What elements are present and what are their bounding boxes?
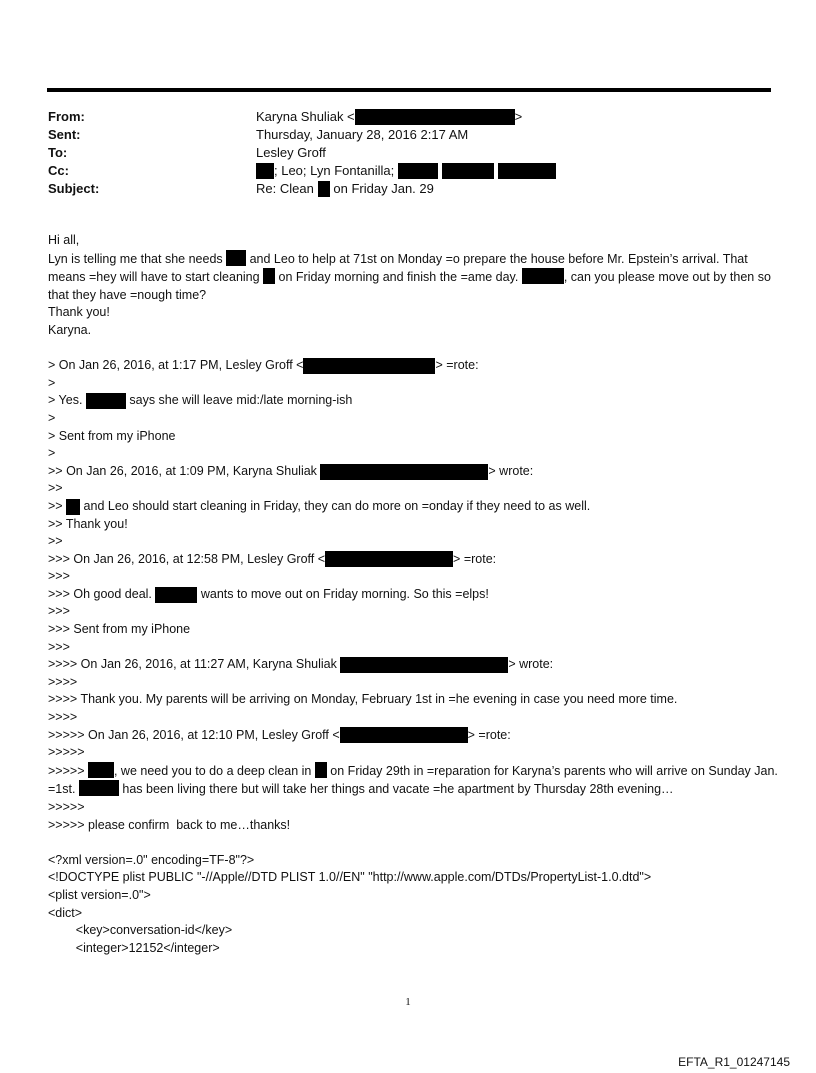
redaction-box bbox=[355, 109, 515, 125]
quote-line: >>>>> bbox=[48, 800, 85, 814]
thanks-line: Thank you! bbox=[48, 305, 110, 320]
subject-pre: Re: Clean bbox=[256, 181, 314, 196]
xml-line: <?xml version=.0" encoding=TF-8"?> bbox=[48, 852, 255, 867]
quote-line: >>>> bbox=[48, 674, 78, 689]
quote-line: >>>> bbox=[48, 710, 78, 725]
redaction-box bbox=[79, 780, 119, 796]
text-segment: > =rote: bbox=[435, 358, 479, 373]
text-segment: > wrote: bbox=[488, 463, 534, 478]
text-segment: on Friday morning and finish the =ame day. bbox=[275, 270, 522, 285]
redaction-box bbox=[340, 657, 508, 673]
quote-line bbox=[48, 392, 778, 410]
text-segment: >> On Jan 26, 2016, at 1:09 PM, Karyna Shuliak bbox=[48, 463, 321, 478]
redaction-box bbox=[340, 727, 468, 743]
text-segment: > wrote: bbox=[508, 657, 554, 672]
text-segment: on Friday 29th in =reparation for Karyna’s parents who will arrive on Sunday Jan. =1st. bbox=[48, 763, 778, 797]
quote-line: >>> bbox=[48, 639, 70, 654]
paragraph bbox=[48, 250, 778, 305]
sent-label: Sent: bbox=[48, 127, 81, 142]
xml-line: <plist version=.0"> bbox=[48, 887, 151, 902]
subject-post: on Friday Jan. 29 bbox=[329, 181, 434, 196]
redaction-box bbox=[318, 181, 330, 197]
redaction-box bbox=[315, 762, 327, 778]
from-name: Karyna Shuliak < bbox=[256, 109, 355, 124]
quote-line bbox=[48, 586, 778, 604]
sent-row bbox=[48, 126, 556, 144]
to-row bbox=[48, 144, 556, 162]
quote-line: >>>> Thank you. My parents will be arriving on Monday, February 1st in =he evening in case you need more time. bbox=[48, 692, 678, 707]
quote-line: >>> bbox=[48, 569, 70, 584]
text-segment: >> bbox=[48, 498, 67, 513]
text-segment: >>>>> bbox=[48, 763, 88, 778]
quote-line bbox=[48, 357, 778, 375]
quote-line: >>> bbox=[48, 604, 70, 619]
from-row bbox=[48, 108, 556, 126]
text-segment: , we need you to do a deep clean in bbox=[113, 763, 315, 778]
redaction-box bbox=[320, 464, 488, 480]
redaction-box bbox=[86, 393, 126, 409]
redaction-box bbox=[155, 587, 197, 603]
cc-value: ; Leo; Lyn Fontanilla; bbox=[274, 163, 395, 178]
quote-line: >> Thank you! bbox=[48, 516, 128, 531]
text-segment: >>>> On Jan 26, 2016, at 11:27 AM, Karyna Shuliak bbox=[48, 657, 341, 672]
quote-line: > Sent from my iPhone bbox=[48, 428, 176, 443]
text-segment: >>> On Jan 26, 2016, at 12:58 PM, Lesley Groff < bbox=[48, 551, 326, 566]
text-segment: > =rote: bbox=[467, 727, 511, 742]
email-body bbox=[48, 232, 778, 957]
quote-line bbox=[48, 551, 778, 569]
cc-label: Cc: bbox=[48, 163, 69, 178]
redaction-box bbox=[442, 163, 494, 179]
bates-number: EFTA_R1_01247145 bbox=[678, 1055, 790, 1069]
quote-line: >> bbox=[48, 481, 63, 496]
quote-line: >> bbox=[48, 534, 63, 549]
page-number: 1 bbox=[405, 996, 411, 1008]
text-segment: wants to move out on Friday morning. So this =elps! bbox=[197, 586, 489, 601]
text-segment: >>>>> On Jan 26, 2016, at 12:10 PM, Lesley Groff < bbox=[48, 727, 340, 742]
quote-line bbox=[48, 498, 778, 516]
quote-line: >>>>> bbox=[48, 745, 85, 760]
quote-line: >>>>> please confirm back to me…thanks! bbox=[48, 817, 291, 832]
text-segment: > On Jan 26, 2016, at 1:17 PM, Lesley Groff < bbox=[48, 358, 304, 373]
quote-line bbox=[48, 656, 778, 674]
redaction-box bbox=[88, 762, 114, 778]
from-label: From: bbox=[48, 109, 85, 124]
subject-label: Subject: bbox=[48, 181, 100, 196]
text-segment: > =rote: bbox=[453, 551, 497, 566]
to-value: Lesley Groff bbox=[256, 145, 326, 160]
text-segment: >>> Oh good deal. bbox=[48, 586, 156, 601]
quote-line: >>> Sent from my iPhone bbox=[48, 622, 191, 637]
cc-row bbox=[48, 162, 556, 180]
redaction-box bbox=[522, 268, 564, 284]
redaction-box bbox=[256, 163, 274, 179]
redaction-box bbox=[325, 551, 453, 567]
signoff: Karyna. bbox=[48, 322, 92, 337]
redaction-box bbox=[226, 250, 246, 266]
quote-paragraph bbox=[48, 762, 778, 799]
quote-line: > bbox=[48, 375, 56, 390]
to-label: To: bbox=[48, 145, 68, 160]
quote-line bbox=[48, 727, 778, 745]
quote-line: > bbox=[48, 446, 56, 461]
text-segment: and Leo should start cleaning in Friday, they can do more on =onday if they need to as well. bbox=[80, 498, 591, 513]
quote-line bbox=[48, 463, 778, 481]
from-end: > bbox=[514, 109, 523, 124]
text-segment: > Yes. bbox=[48, 393, 86, 408]
redaction-box bbox=[398, 163, 438, 179]
text-segment: , can you please move out by then so that they have =nough time? bbox=[48, 270, 771, 302]
text-segment: Lyn is telling me that she needs bbox=[48, 251, 227, 266]
redaction-box bbox=[498, 163, 556, 179]
email-header bbox=[48, 108, 556, 198]
sent-value: Thursday, January 28, 2016 2:17 AM bbox=[256, 127, 469, 142]
quote-line: > bbox=[48, 410, 56, 425]
greeting: Hi all, bbox=[48, 233, 80, 247]
redaction-box bbox=[263, 268, 275, 284]
redaction-box bbox=[303, 358, 435, 374]
xml-line: <dict> bbox=[48, 905, 83, 920]
header-rule bbox=[47, 88, 771, 92]
redaction-box bbox=[66, 499, 80, 515]
text-segment: says she will leave mid:/late morning-ish bbox=[125, 393, 353, 408]
text-segment: has been living there but will take her things and vacate =he apartment by Thursday 28th evening… bbox=[118, 782, 674, 797]
xml-line: <key>conversation-id</key> bbox=[48, 923, 233, 938]
text-segment: and Leo to help at 71st on Monday =o prepare the house before Mr. Epstein’s arrival. That means =hey will have to start cleaning bbox=[48, 251, 748, 285]
xml-line: <!DOCTYPE plist PUBLIC "-//Apple//DTD PLIST 1.0//EN" "http://www.apple.com/DTDs/PropertyList-1.0.dtd"> bbox=[48, 870, 652, 885]
xml-line: <integer>12152</integer> bbox=[48, 940, 220, 955]
subject-row bbox=[48, 180, 556, 198]
